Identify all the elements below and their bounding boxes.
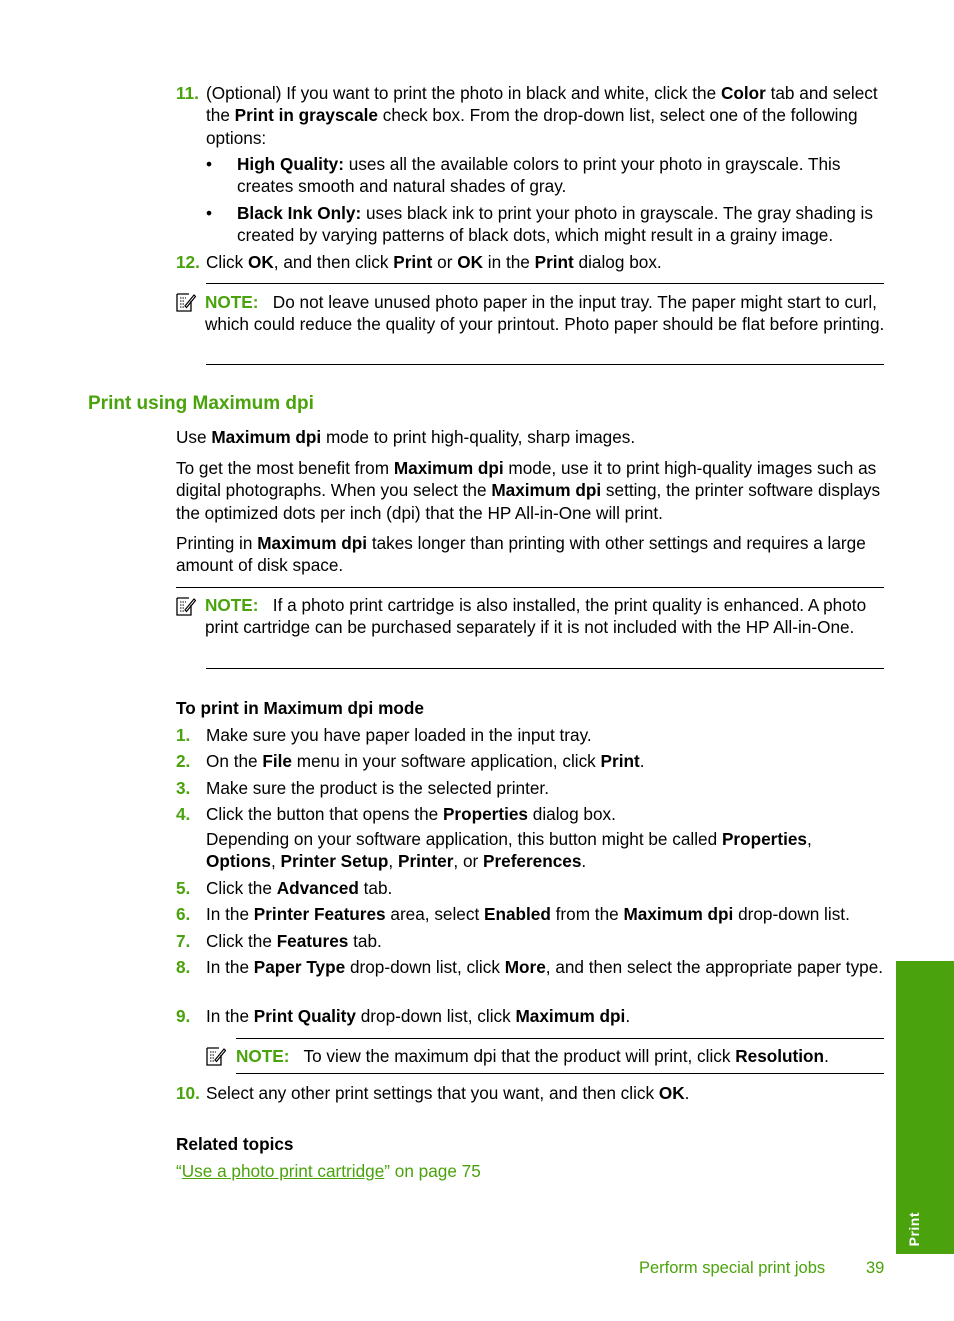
step-number: 2. [176,751,191,771]
bold-term: Maximum dpi [257,533,368,553]
bold-term: Print [534,252,574,272]
bold-term: File [262,751,292,771]
paragraph [176,457,888,524]
text-run: To get the most benefit from [176,458,394,478]
note-label: NOTE: [205,292,259,312]
bold-term: OK [248,252,274,272]
text-run: Click the button that opens the [206,804,443,824]
note-body [236,1045,886,1067]
step-number: 10. [176,1083,200,1103]
note-text [303,1046,828,1066]
note-label: NOTE: [205,595,259,615]
text-run: In the [206,957,254,977]
footer-section: Perform special print jobs [639,1259,826,1277]
bold-term: Print in grayscale [234,105,378,126]
link-open-quote: “ [176,1161,182,1181]
step-text [206,1082,886,1104]
text-run: uses black ink to print your photo in grayscale. The gray shading is created by varying patterns of black dots, which might result in a grainy image. [237,203,873,246]
text-run: uses all the available colors to print your photo in grayscale. This creates smooth and natural shades of gray. [237,154,841,197]
bold-term: Maximum dpi [211,427,322,447]
text-run: setting, the printer software displays the optimized dots per inch (dpi) that the HP All-in-One will print. [176,480,881,523]
note-bottom-rule [206,668,884,669]
text-run: , [388,851,398,872]
text-run: takes longer than printing with other settings and requires a large amount of disk space. [176,533,866,576]
bold-term: Maximum dpi [393,458,504,478]
text-run: Make sure the product is the selected printer. [206,778,549,798]
text-run: . [625,1006,631,1026]
text-run: dialog box. [573,252,662,272]
note-bottom-rule [206,364,884,365]
step-text [206,750,886,772]
bullet-mark: • [206,203,213,223]
bold-term: OK [457,252,484,272]
bold-term: Black Ink Only: [237,203,362,223]
bold-term: High Quality: [237,154,344,174]
paragraph [176,532,888,577]
bold-term: Properties [721,829,807,849]
bold-term: Resolution [735,1046,825,1066]
text-run: . [639,751,645,771]
bold-term: Paper Type [253,957,346,977]
text-run: Click [206,252,249,272]
side-tab-label: Print [906,1211,922,1246]
text-run: Depending on your software application, this button might be called [206,829,722,849]
note-body [205,594,887,639]
text-run: area, select [385,904,485,924]
step-text [206,803,886,825]
step-text [206,956,886,978]
note-bottom-rule [236,1073,884,1074]
step-text [206,777,886,799]
section-title: Print using Maximum dpi [88,393,314,414]
note-text: If a photo print cartridge is also installed, the print quality is enhanced. A photo print cartridge can be purchased separately if it is not included with the HP All-in-One. [205,595,867,638]
note-label: NOTE: [236,1046,290,1066]
text-run: Make sure you have paper loaded in the input tray. [206,725,592,745]
bold-term: Printer Setup [280,851,389,872]
text-run: . [581,851,587,872]
text-run: Printing in [176,533,258,553]
step-number: 11. [176,83,199,103]
text-run: In the [206,1006,254,1026]
bold-term: Properties [442,804,528,824]
text-run: Click the [206,878,277,898]
side-tab [896,961,954,1254]
bold-term: Printer [397,851,454,872]
step-text [206,930,886,952]
text-run: dialog box. [527,804,616,824]
note-body [205,291,887,336]
text-run: Use [176,427,212,447]
step-number: 8. [176,957,191,977]
bold-term: Color [720,83,766,103]
bold-term: Print [600,751,640,771]
text-run: , and then select the appropriate paper type. [545,957,884,977]
bold-term: Maximum dpi [623,904,734,924]
bold-term: Print Quality [253,1006,356,1026]
bold-term: More [504,957,546,977]
text-run: drop-down list. [733,904,850,924]
bold-term: Advanced [276,878,359,898]
note-pencil-icon [176,596,196,616]
text-run: drop-down list, click [345,957,505,977]
footer-page-number: 39 [866,1259,885,1277]
text-run: or [432,252,458,272]
note-text: Do not leave unused photo paper in the input tray. The paper might start to curl, which could reduce the quality of your printout. Photo paper should be flat before printing. [205,292,885,335]
text-run: . [684,1083,690,1103]
step-text [206,877,886,899]
step-number: 5. [176,878,191,898]
step-number: 3. [176,778,191,798]
bullet-text [237,202,887,247]
step-number: 12. [176,252,200,272]
bold-term: Maximum dpi [515,1006,626,1026]
note-top-rule [236,1038,884,1039]
text-run: drop-down list, click [355,1006,516,1026]
bold-term: Printer Features [253,904,386,924]
bold-term: Features [276,931,349,951]
paragraph [176,426,888,448]
step-number: 4. [176,804,191,824]
bold-term: OK [658,1083,685,1103]
step-text [206,903,890,925]
related-link[interactable] [176,1160,481,1182]
step-number: 6. [176,904,191,924]
text-run: tab. [348,931,382,951]
text-run: , [270,851,281,872]
link-page-ref: ” on page 75 [384,1161,481,1181]
text-run: , and then click [273,252,394,272]
text-run: mode to print high-quality, sharp images. [321,427,636,447]
text-run: On the [206,751,263,771]
bullet-mark: • [206,154,213,174]
step-detail [206,828,886,873]
step-number: 1. [176,725,191,745]
text-run: tab. [358,878,393,898]
text-run: menu in your software application, click [291,751,601,771]
step-number: 9. [176,1006,191,1026]
note-top-rule [176,587,884,588]
step-text [206,251,886,273]
text-run: mode, use it to print high-quality images such as digital photographs. When you select the [176,458,877,501]
text-run: , or [453,851,483,872]
bold-term: Preferences [483,851,582,872]
step-text [206,724,886,746]
bold-term: Print [393,252,433,272]
note-pencil-icon [206,1046,226,1066]
step-text [206,1005,886,1027]
step-number: 7. [176,931,191,951]
text-run: To view the maximum dpi that the product will print, click [303,1046,736,1066]
note-pencil-icon [176,292,196,312]
bold-term: Maximum dpi [491,480,602,501]
text-run: tab and select the [206,83,878,126]
note-top-rule [206,283,884,284]
step-text [206,82,886,149]
related-topics-title: Related topics [176,1134,294,1154]
bold-term: Options [206,851,271,872]
text-run: from the [550,904,624,924]
text-run: . [824,1046,829,1066]
link-text[interactable]: Use a photo print cartridge [181,1161,385,1181]
text-run: In the [206,904,254,924]
bullet-text [237,153,887,198]
bold-term: Enabled [484,904,551,924]
text-run: Select any other print settings that you want, and then click [206,1083,659,1103]
procedure-title: To print in Maximum dpi mode [176,698,424,718]
text-run: Click the [206,931,277,951]
text-run: (Optional) If you want to print the photo in black and white, click the [206,83,721,103]
text-run: , [806,829,812,849]
text-run: in the [483,252,535,272]
text-run: check box. From the drop-down list, select one of the following options: [206,105,858,148]
